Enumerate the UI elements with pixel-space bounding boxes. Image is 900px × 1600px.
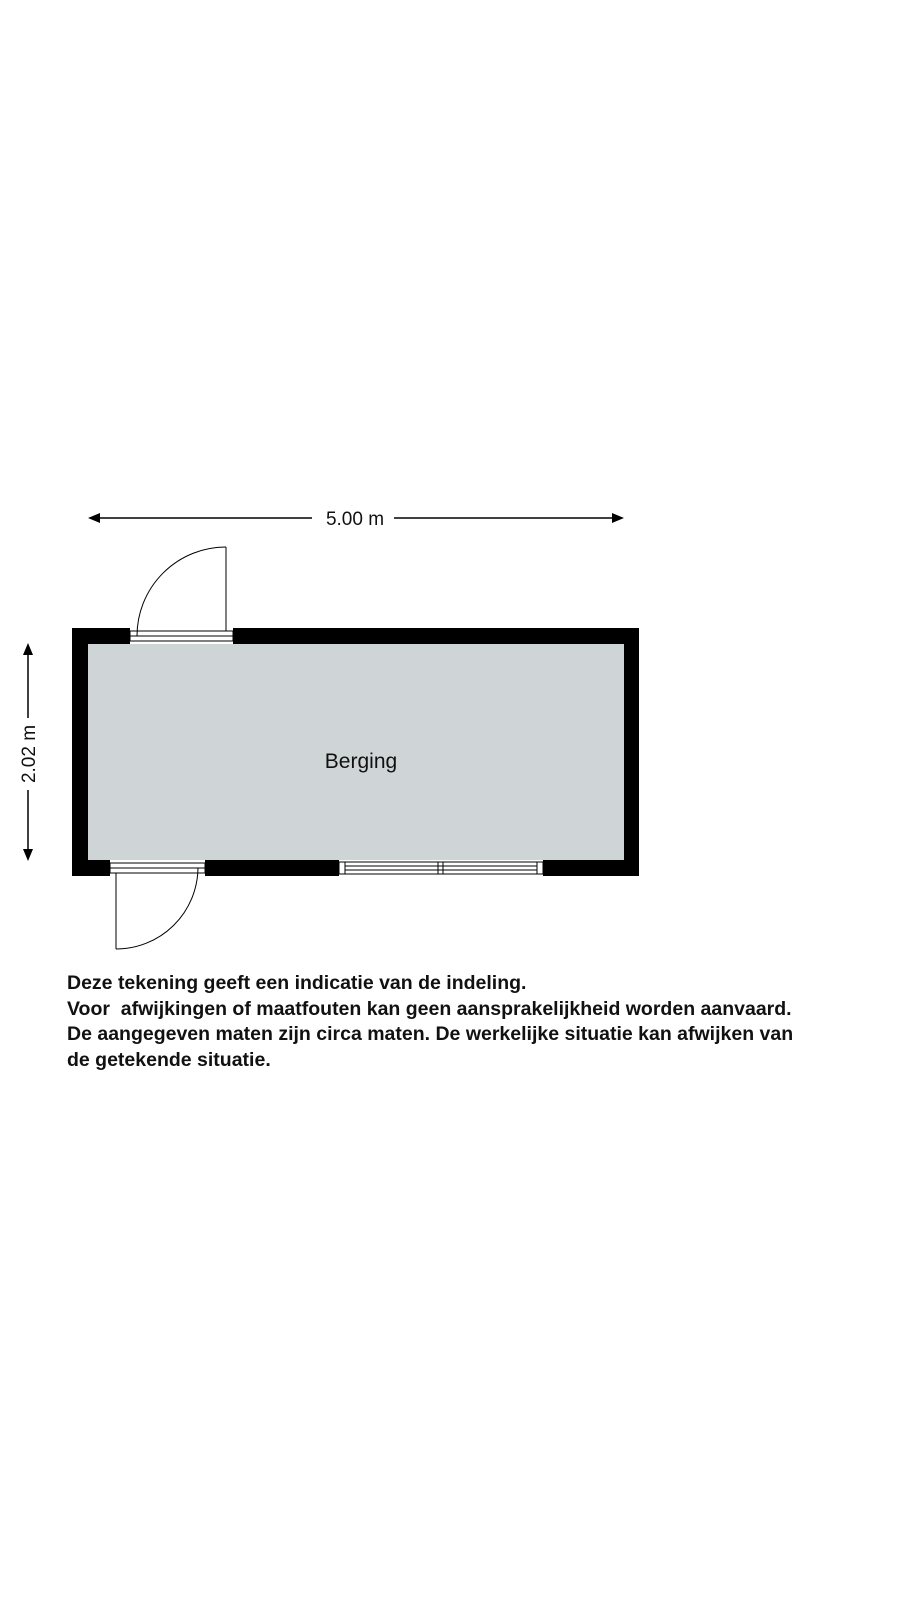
- width-arrow-left: [88, 513, 100, 523]
- depth-arrow-top: [23, 643, 33, 655]
- depth-arrow-bottom: [23, 849, 33, 861]
- bottom-window: [339, 862, 543, 874]
- wall-top-right: [233, 628, 639, 644]
- wall-bottom-right: [543, 860, 639, 876]
- disclaimer-line-1: Deze tekening geeft een indicatie van de indeling.: [67, 972, 527, 994]
- disclaimer-text: [67, 971, 887, 1073]
- bottom-door: [110, 863, 205, 949]
- disclaimer-line-4: de getekende situatie.: [67, 1048, 271, 1071]
- wall-left: [72, 628, 88, 876]
- width-dimension-label: 5.00 m: [325, 509, 385, 530]
- wall-bottom-middle: [205, 860, 339, 876]
- disclaimer-line-3: De aangegeven maten zijn circa maten. De werkelijke situatie kan afwijken van: [67, 1023, 794, 1045]
- top-door-swing-arc: [137, 547, 226, 636]
- room-label: Berging: [324, 750, 398, 773]
- depth-dimension-label: 2.02 m: [19, 724, 40, 784]
- window-frame: [339, 862, 543, 874]
- disclaimer-line-2: Voor afwijkingen of maatfouten kan geen aansprakelijkheid worden aanvaard.: [67, 997, 792, 1020]
- wall-bottom-left: [72, 860, 110, 876]
- width-arrow-right: [612, 513, 624, 523]
- top-door: [130, 547, 233, 641]
- bottom-door-swing-arc: [116, 868, 198, 949]
- wall-right: [624, 628, 639, 876]
